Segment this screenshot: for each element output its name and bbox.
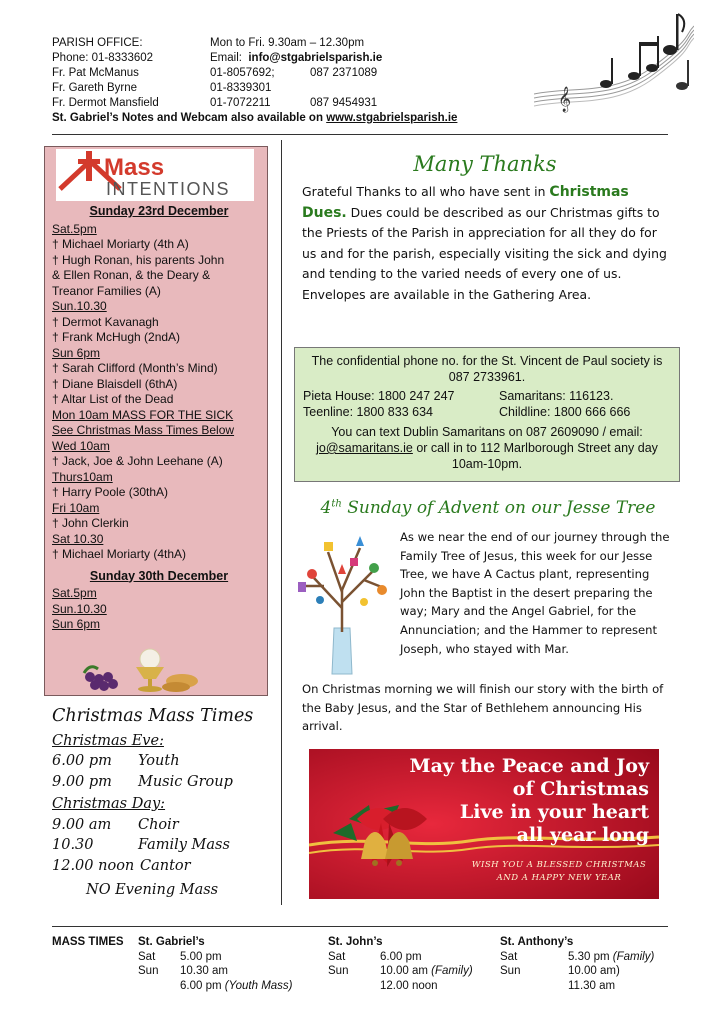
christmas-mass-times-title: Christmas Mass Times xyxy=(52,706,254,726)
mass-day: Sun xyxy=(328,965,349,977)
mass-day-time: See Christmas Mass Times Below xyxy=(52,423,235,437)
mass-note: (Family) xyxy=(612,950,655,963)
church-st-anthonys xyxy=(500,935,690,993)
advent-body: As we near the end of our journey through the Family Tree of Jesus, this week for our Jesse Tree, we have A Cactus plant, representing John the Baptist in the desert preparing the way; Mary and the Angel Gabriel, for the Annunciation; and the Hammer to represent Joseph, who stayed with Mar. xyxy=(400,530,670,656)
mass-time: 9.00 am xyxy=(52,816,112,833)
mass-time: 9.00 pm xyxy=(52,773,112,790)
week1-lines xyxy=(52,222,266,563)
priest-phone: 01-7072211 xyxy=(210,97,271,109)
logo-intentions-text: INTENTIONS xyxy=(106,179,231,199)
column-divider xyxy=(281,140,282,905)
header-row-office xyxy=(52,36,612,51)
no-evening-mass: NO Evening Mass xyxy=(86,882,219,898)
jesse-tree-image xyxy=(294,528,390,676)
website-link[interactable]: www.stgabrielsparish.ie xyxy=(326,112,458,124)
banner-line: of Christmas xyxy=(512,778,649,800)
christmas-greeting-banner xyxy=(309,749,659,899)
banner-line: Live in your heart xyxy=(459,801,649,823)
mass-day xyxy=(138,979,180,994)
header-row-fr-byrne xyxy=(52,81,612,96)
mass-day-time: Sun.10.30 xyxy=(52,601,107,616)
mass-day-time: Thurs10am xyxy=(52,469,113,484)
mass-row xyxy=(138,950,318,965)
mass-row xyxy=(138,964,318,979)
advent-title-text: Sunday of Advent on our Jesse Tree xyxy=(341,498,656,518)
week1-heading: Sunday 23rd December xyxy=(89,204,229,218)
intention-line: & Ellen Ronan, & the Deary & xyxy=(52,268,211,282)
church-st-johns xyxy=(328,935,498,993)
mass-time: 10.30 xyxy=(52,837,94,853)
christmas-eve-mass xyxy=(52,751,277,772)
pieta-house: Pieta House: 1800 247 247 xyxy=(303,389,455,403)
helpline-row xyxy=(295,388,679,404)
intention-line: † Frank McHugh (2ndA) xyxy=(52,330,181,344)
header-row-fr-mansfield xyxy=(52,96,612,111)
webcam-notes xyxy=(52,111,612,126)
header-row-fr-mcmanus xyxy=(52,66,612,81)
christmas-day-mass xyxy=(52,815,277,836)
christmas-day-label: Christmas Day: xyxy=(52,796,166,812)
intention-line: † Harry Poole (30thA) xyxy=(52,485,169,499)
banner-greeting-line: WISH YOU A BLESSED CHRISTMAS xyxy=(471,860,647,870)
mass-time: 12.00 noon xyxy=(380,979,438,992)
mass-day-time: Sat.5pm xyxy=(52,586,97,600)
mass-desc: Music Group xyxy=(138,773,233,790)
priest-phone: 01-8057692; xyxy=(210,67,275,79)
office-phone: Phone: 01-8333602 xyxy=(52,52,154,64)
intention-line: † Sarah Clifford (Month’s Mind) xyxy=(52,361,218,375)
mass-note: (Youth Mass) xyxy=(224,979,293,992)
church-name: St. Gabriel’s xyxy=(138,936,205,948)
christmas-mass-times xyxy=(52,706,277,901)
mass-row xyxy=(328,950,498,965)
mass-time: 12.00 noon xyxy=(52,857,135,874)
helplines-box xyxy=(294,347,680,482)
banner-line: May the Peace and Joy xyxy=(409,755,649,777)
samaritans-email-link[interactable]: jo@samaritans.ie xyxy=(316,441,413,455)
church-name: St. Anthony’s xyxy=(500,936,574,948)
mass-day-time: Wed 10am xyxy=(52,438,110,453)
advent-title xyxy=(300,498,676,518)
mass-time: 10.00 am) xyxy=(568,965,620,977)
banner-greeting-line: AND A HAPPY NEW YEAR xyxy=(496,873,622,883)
office-hours: Mon to Fri. 9.30am – 12.30pm xyxy=(210,37,365,49)
teenline: Teenline: 1800 833 634 xyxy=(303,405,433,419)
priest-phone: 01-8339301 xyxy=(210,82,272,94)
intention-line: † John Clerkin xyxy=(52,516,129,530)
many-thanks-body xyxy=(302,182,672,306)
mass-day-time: Sun.10.30 xyxy=(52,299,107,313)
mass-desc: Youth xyxy=(138,753,180,769)
mass-day: Sat xyxy=(500,950,518,963)
mass-day xyxy=(500,979,568,994)
mass-day-time: Fri 10am xyxy=(52,500,100,515)
week2-heading: Sunday 30th December xyxy=(89,568,229,583)
intention-line: † Michael Moriarty (4th A) xyxy=(52,237,189,251)
mass-note: (Family) xyxy=(431,965,473,977)
thanks-text: Dues could be described as our Christmas gifts to the Priests of the Parish in appreciation for all they do for us and for the parish, especially visiting the sick and dying and tending to the varied needs of every one of us. Envelopes are available in the Gathering Area. xyxy=(302,204,667,302)
music-notes-image xyxy=(534,6,694,114)
mass-desc: Cantor xyxy=(140,857,191,874)
banner-greeting xyxy=(459,859,659,885)
mass-desc: Choir xyxy=(138,816,179,833)
footer-divider xyxy=(52,926,668,927)
mass-row xyxy=(500,950,690,965)
mass-day: Sat xyxy=(328,950,346,963)
church-st-gabriels xyxy=(138,935,318,993)
header-row-phone xyxy=(52,51,612,66)
christmas-eve-mass xyxy=(52,772,277,793)
svp-phone-line: The confidential phone no. for the St. Vincent de Paul society is 087 2733961. xyxy=(311,354,663,384)
christmas-dues-highlight: Christmas Dues. xyxy=(302,184,629,221)
mass-day-time: Sat.5pm xyxy=(52,221,97,236)
mass-intentions-logo-graphic xyxy=(56,149,254,201)
priest-name: Fr. Gareth Byrne xyxy=(52,82,138,94)
mass-day: Sat xyxy=(138,950,156,963)
email-link[interactable]: info@stgabrielsparish.ie xyxy=(248,52,383,64)
footer-label: MASS TIMES xyxy=(52,936,124,948)
mass-time: 6.00 pm xyxy=(380,950,422,963)
mass-desc: Family Mass xyxy=(138,837,230,853)
christmas-day-mass xyxy=(52,856,277,877)
mass-time: 10.30 am xyxy=(180,965,228,977)
advent-body-christmas-morning: On Christmas morning we will finish our story with the birth of the Baby Jesus, and the Star of Bethlehem announcing His arrival. xyxy=(302,682,664,734)
advent-title-sup: th xyxy=(331,498,342,510)
childline: Childline: 1800 666 666 xyxy=(499,405,631,419)
christmas-day-mass xyxy=(52,835,277,856)
email-label: Email: xyxy=(210,52,242,64)
samaritans-text-info xyxy=(295,424,679,472)
mass-day-time: Sat 10.30 xyxy=(52,531,104,546)
intention-line: † Altar List of the Dead xyxy=(52,392,174,406)
mass-time: 5.30 pm xyxy=(568,950,610,963)
banner-line: all year long xyxy=(516,824,649,846)
logo-mass-text: Mass xyxy=(104,154,165,181)
parish-contact-header xyxy=(52,36,612,126)
christmas-eve-label: Christmas Eve: xyxy=(52,732,164,749)
mass-row xyxy=(328,979,498,994)
many-thanks-title: Many Thanks xyxy=(413,152,557,176)
church-name: St. John’s xyxy=(328,936,383,948)
mass-day-time: Sun 6pm xyxy=(52,345,101,360)
mass-row xyxy=(500,964,690,979)
mass-row xyxy=(500,979,690,994)
intention-line: Treanor Families (A) xyxy=(52,283,161,298)
mass-day: Sun xyxy=(500,965,521,977)
mass-day xyxy=(328,979,380,994)
intention-line: † Diane Blaisdell (6thA) xyxy=(52,376,178,391)
header-divider xyxy=(52,134,668,135)
mass-intentions-logo xyxy=(56,149,254,201)
notes-text: St. Gabriel’s Notes and Webcam also available on xyxy=(52,112,327,124)
mass-day-time: Mon 10am MASS FOR THE SICK xyxy=(52,407,234,422)
priest-name: Fr. Pat McManus xyxy=(52,67,139,79)
intention-line: † Jack, Joe & John Leehane (A) xyxy=(52,454,223,468)
mass-day: Sun xyxy=(138,965,159,977)
advent-title-number: 4 xyxy=(320,498,332,518)
mass-time: 6.00 pm xyxy=(52,753,112,769)
samaritans: Samaritans: 116123. xyxy=(499,389,614,403)
banner-message xyxy=(309,755,649,847)
thanks-intro: Grateful Thanks to all who have sent in xyxy=(302,184,550,199)
svg-text:𝄞: 𝄞 xyxy=(558,86,572,111)
intention-line: † Dermot Kavanagh xyxy=(52,314,159,329)
chalice-grapes-bread-image xyxy=(70,645,200,693)
mass-time: 6.00 pm xyxy=(180,979,222,992)
mass-time: 5.00 pm xyxy=(180,950,222,963)
priest-mobile: 087 2371089 xyxy=(310,67,378,79)
samaritans-text-post: or call in to 112 Marlborough Street any day 10am-10pm. xyxy=(412,441,658,471)
mass-intentions-list xyxy=(52,204,266,633)
mass-time: 11.30 am xyxy=(568,979,616,992)
intention-line: † Hugh Ronan, his parents John xyxy=(52,252,225,267)
mass-day-time: Sun 6pm xyxy=(52,617,101,631)
mass-row xyxy=(138,979,318,994)
priest-mobile: 087 9454931 xyxy=(310,97,378,109)
samaritans-text-pre: You can text Dublin Samaritans on 087 2609090 / email: xyxy=(331,425,643,439)
office-label: PARISH OFFICE: xyxy=(52,37,143,49)
mass-time: 10.00 am xyxy=(380,965,428,977)
week2-lines xyxy=(52,586,266,633)
helpline-row xyxy=(295,404,679,420)
intention-line: † Michael Moriarty (4thA) xyxy=(52,547,187,561)
priest-name: Fr. Dermot Mansfield xyxy=(52,97,159,109)
mass-row xyxy=(328,964,498,979)
